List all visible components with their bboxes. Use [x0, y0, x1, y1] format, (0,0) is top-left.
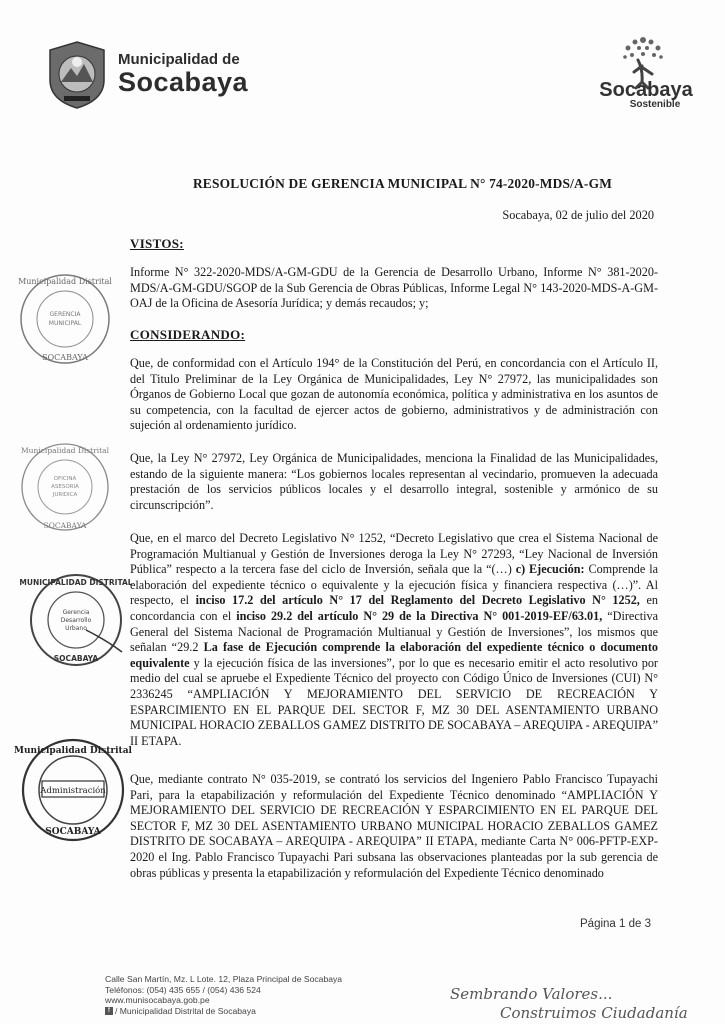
asesoria-juridica-stamp	[16, 440, 114, 539]
svg-text:MUNICIPALIDAD DISTRITAL: MUNICIPALIDAD DISTRITAL	[19, 578, 133, 587]
footer-facebook[interactable]	[105, 1006, 342, 1017]
svg-text:ASESORIA: ASESORIA	[51, 484, 79, 490]
gerencia-municipal-stamp	[16, 270, 114, 373]
considerando-paragraph-3	[130, 531, 658, 749]
svg-text:Urbano: Urbano	[65, 625, 87, 632]
right-logo-text	[596, 80, 696, 110]
svg-text:Municipalidad Distrital: Municipalidad Distrital	[20, 446, 110, 455]
svg-text:Municipalidad Distrital: Municipalidad Distrital	[14, 746, 132, 756]
footer-address: Calle San Martín, Mz. L Lote. 12, Plaza Principal de Socabaya	[105, 974, 343, 984]
footer-facebook-label: / Municipalidad Distrital de Socabaya	[115, 1005, 256, 1016]
footer-contact	[105, 974, 342, 1016]
svg-text:SOCABAYA: SOCABAYA	[43, 521, 87, 530]
administracion-stamp	[14, 735, 132, 850]
p3-text-2: Comprende la elaboración del expediente técnico o equivalente y la ejecución física y financiera respectiva (…)”. Al respecto, el	[130, 562, 658, 608]
p3-bold-1: c) Ejecución:	[515, 562, 585, 577]
considerando-paragraph-1: Que, de conformidad con el Artículo 194° de la Constitución del Perú, en concordancia con el Artículo II, del Titulo Preliminar de la Ley Orgánica de Municipalidades, Ley N° 27972, las municipalidades son Órganos de Gobierno Local que gozan de autonomía económica, política y administrativa en los asuntos de su competencia, con la facultad de ejercer actos de gobierno, administrativos y de administración con sujeción al ordenamiento jurídico.	[130, 356, 658, 433]
footer-slogan	[450, 985, 688, 1023]
right-logo-name: Socabaya	[599, 79, 693, 101]
considerando-paragraph-4: Que, mediante contrato N° 035-2019, se contrató los servicios del Ingeniero Pablo Francisco Tupayachi Pari, para la etapabilización y reformulación del Expediente Técnico denominado “AMPLIACIÓN Y MEJORAMIENTO DEL SERVICIO DE RECREACIÓN Y ESPARCIMIENTO EN EL PARQUE DEL SECTOR F, MZ 30 DEL ASENTAMIENTO URBANO MUNICIPAL HORACIO ZEBALLOS GAMEZ DISTRITO DE SOCABAYA – AREQUIPA - AREQUIPA” II ETAPA, mediante Carta N° 006-PFTP-EXP-2020 el Ing. Pablo Francisco Tupayachi Pari subsana las observaciones planteadas por la sub gerencia de obras públicas y presenta la etapabilización y reformulación del Expediente Técnico denominado	[130, 772, 658, 880]
resolution-title: RESOLUCIÓN DE GERENCIA MUNICIPAL N° 74-2020-MDS/A-GM	[192, 176, 613, 191]
slogan-line-2: Construimos Ciudadanía	[500, 1004, 688, 1022]
p3-text-5: y la ejecución física de las inversiones”, por lo que es necesario emitir el acto resolutivo por medio del cual se apruebe el Expediente Técnico del proyecto con Código Único de Inversiones (CUI) N° 2336245 “AMPLIACIÓN Y MEJORAMIENTO DEL SERVICIO DE RECREACIÓN Y ESPARCIMIENTO EN EL PARQUE DEL SECTOR F, MZ 30 DEL ASENTAMIENTO URBANO MUNICIPAL HORACIO ZEBALLOS GAMEZ DISTRITO DE SOCABAYA – AREQUIPA - AREQUIPA” II ETAPA.	[130, 655, 658, 748]
document-date: Socabaya, 02 de julio del 2020	[502, 208, 654, 222]
svg-text:Gerencia: Gerencia	[62, 609, 90, 616]
facebook-icon: f	[105, 1007, 113, 1015]
svg-text:SOCABAYA: SOCABAYA	[53, 654, 99, 663]
svg-text:JURIDICA: JURIDICA	[52, 492, 78, 498]
p3-bold-3: inciso 29.2 del artículo N° 29 de la Directiva N° 001-2019-EF/63.01,	[236, 608, 603, 623]
municipality-brand	[118, 52, 248, 96]
svg-text:Municipalidad Distrital: Municipalidad Distrital	[18, 277, 112, 286]
desarrollo-urbano-stamp	[19, 570, 133, 675]
svg-text:GERENCIA: GERENCIA	[49, 311, 81, 318]
svg-text:Desarrollo: Desarrollo	[60, 617, 92, 624]
svg-text:SOCABAYA: SOCABAYA	[42, 353, 88, 362]
slogan-line-1: Sembrando Valores...	[450, 985, 613, 1003]
considerando-paragraph-2: Que, la Ley N° 27972, Ley Orgánica de Municipalidades, menciona la Finalidad de las Municipalidades, estando de la siguiente manera: “Los gobiernos locales representan al vecindario, promueven la adecuada prestación de los servicios públicos locales y el desarrollo integral, sostenible y armónico de su circunscripción”.	[130, 451, 658, 512]
municipal-seal-logo	[46, 40, 108, 110]
svg-text:Administración: Administración	[40, 786, 106, 796]
svg-text:SOCABAYA: SOCABAYA	[45, 827, 101, 837]
p3-text-1: Que, en el marco del Decreto Legislativo N° 1252, “Decreto Legislativo que crea el Sistema Nacional de Programación Multianual y Gestión de Inversiones deroga la Ley N° 27293, “Ley Nacional de Inversión Pública” respecto a la tercera fase del ciclo de Inversión, señala que la “(…)	[130, 531, 658, 577]
brand-prefix: Municipalidad de	[118, 51, 240, 68]
p3-bold-2: inciso 17.2 del artículo N° 17 del Reglamento del Decreto Legislativo N° 1252,	[195, 593, 640, 608]
right-logo-tagline: Sostenible	[629, 99, 681, 110]
brand-name: Socabaya	[118, 67, 249, 97]
svg-text:OFICINA: OFICINA	[53, 476, 77, 482]
svg-text:MUNICIPAL: MUNICIPAL	[48, 320, 82, 327]
considerando-heading: CONSIDERANDO:	[130, 327, 246, 342]
p3-bold-4: La fase de Ejecución comprende la elaboración del expediente técnico o documento equivalente	[130, 640, 658, 670]
p3-text-4: “Directiva General del Sistema Nacional de Programación Multianual y Gestión de Inversiones”, los mismos que señalan “29.2	[130, 608, 658, 655]
page-number: Página 1 de 3	[580, 918, 651, 930]
p3-text-3: en concordancia con el	[130, 593, 658, 623]
footer-phones: Teléfonos: (054) 435 655 / (054) 436 524	[105, 984, 261, 995]
vistos-paragraph: Informe N° 322-2020-MDS/A-GM-GDU de la Gerencia de Desarrollo Urbano, Informe N° 381-2020-MDS/A-GM-GDU/SGOP de la Sub Gerencia de Obras Públicas, Informe Legal N° 143-2020-MDS-A-GM-OAJ de la Oficina de Asesoría Jurídica; y demás recaudos; y;	[130, 265, 658, 311]
vistos-heading: VISTOS:	[130, 236, 184, 251]
footer-website[interactable]: www.munisocabaya.gob.pe	[105, 995, 210, 1005]
